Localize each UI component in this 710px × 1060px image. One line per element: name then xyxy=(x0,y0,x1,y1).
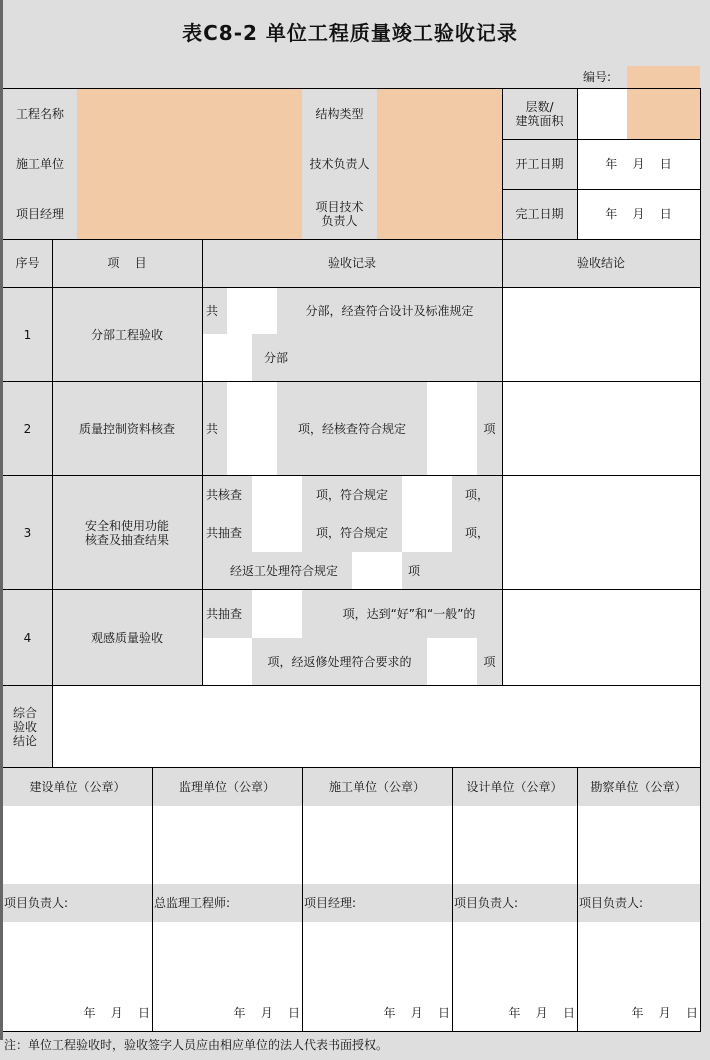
row2-count-field[interactable] xyxy=(227,382,277,476)
grid-line xyxy=(3,475,701,476)
summary-label: 综合 验收 结论 xyxy=(3,686,52,768)
tech-lead-field[interactable] xyxy=(377,139,502,189)
grid-line xyxy=(3,685,701,686)
sign-unit-design: 设计单位（公章） xyxy=(452,768,577,806)
person-label-supervision: 总监理工程师: xyxy=(152,884,302,922)
project-name-label: 工程名称 xyxy=(3,89,77,139)
row2-item: 质量控制资料核查 xyxy=(52,382,202,476)
grid-line xyxy=(502,189,700,190)
code-label: 编号: xyxy=(583,70,612,84)
row1-conclusion-field[interactable] xyxy=(502,287,700,382)
grid-line xyxy=(3,287,701,288)
sign-unit-survey: 勘察单位（公章） xyxy=(577,768,700,806)
row4-text-4: 项 xyxy=(477,638,502,686)
structure-type-label: 结构类型 xyxy=(302,89,377,139)
row4-text-1: 共抽查 xyxy=(202,590,252,638)
row4-text-2: 项，达到“好”和“一般”的 xyxy=(302,590,502,638)
seal-area-owner[interactable] xyxy=(3,806,152,884)
sign-date-survey[interactable]: 年 月 日 xyxy=(577,922,700,1032)
row1-sub-count-field[interactable] xyxy=(202,334,252,382)
row1-item: 分部工程验收 xyxy=(52,287,202,382)
sign-unit-contractor: 施工单位（公章） xyxy=(302,768,452,806)
grid-line xyxy=(3,239,701,240)
row3-conclusion-field[interactable] xyxy=(502,476,700,590)
row4-item: 观感质量验收 xyxy=(52,590,202,686)
project-manager-label: 项目经理 xyxy=(3,189,77,239)
row3-rework-field[interactable] xyxy=(352,552,402,590)
grid-line xyxy=(3,381,701,382)
structure-type-field[interactable] xyxy=(377,89,502,139)
row1-text-2: 分部，经查符合设计及标准规定 xyxy=(277,287,502,334)
project-tech-lead-label: 项目技术 负责人 xyxy=(302,189,377,239)
sign-date-supervision[interactable]: 年 月 日 xyxy=(152,922,302,1032)
col-conclusion-header: 验收结论 xyxy=(502,239,700,287)
row3-item: 安全和使用功能 核查及抽查结果 xyxy=(52,476,202,590)
grid-line xyxy=(700,88,701,1032)
area-field[interactable] xyxy=(627,89,700,139)
col-no-header: 序号 xyxy=(3,239,52,287)
person-label-owner: 项目负责人: xyxy=(3,884,152,922)
floors-field[interactable] xyxy=(577,89,627,139)
row2-conclusion-field[interactable] xyxy=(502,382,700,476)
row1-count-field[interactable] xyxy=(227,287,277,334)
seal-area-design[interactable] xyxy=(452,806,577,884)
row1-text-1: 共 xyxy=(202,287,227,334)
grid-line xyxy=(502,88,503,686)
col-record-header: 验收记录 xyxy=(202,239,502,287)
row1-no: 1 xyxy=(3,287,52,382)
project-manager-field[interactable] xyxy=(77,189,302,239)
row4-sample-field[interactable] xyxy=(252,590,302,638)
row3-text-7: 经返工处理符合规定 xyxy=(202,552,352,590)
row3-no: 3 xyxy=(3,476,52,590)
code-field[interactable] xyxy=(627,66,700,88)
seal-area-survey[interactable] xyxy=(577,806,700,884)
footnote: 注：单位工程验收时，验收签字人员应由相应单位的法人代表书面授权。 xyxy=(4,1038,389,1052)
tech-lead-label: 技术负责人 xyxy=(302,139,377,189)
grid-line xyxy=(577,767,578,1032)
grid-line xyxy=(3,88,701,89)
floors-area-label: 层数/ 建筑面积 xyxy=(502,89,577,139)
project-tech-lead-field[interactable] xyxy=(377,189,502,239)
row2-no: 2 xyxy=(3,382,52,476)
row4-text-3: 项，经返修处理符合要求的 xyxy=(252,638,427,686)
row3-text-2: 项，符合规定 xyxy=(302,476,402,514)
grid-line xyxy=(452,767,453,1032)
row1-text-3: 分部 xyxy=(252,334,502,382)
row2-text-2: 项，经核查符合规定 xyxy=(277,382,427,476)
start-date-field[interactable]: 年 月 日 xyxy=(577,139,700,189)
row4-no: 4 xyxy=(3,590,52,686)
row3-sample-pass-field[interactable] xyxy=(402,514,452,552)
sign-date-design[interactable]: 年 月 日 xyxy=(452,922,577,1032)
row2-text-3: 项 xyxy=(477,382,502,476)
row3-text-6: 项， xyxy=(452,514,502,552)
grid-line xyxy=(3,767,701,768)
row2-pass-field[interactable] xyxy=(427,382,477,476)
grid-line xyxy=(302,767,303,1032)
row3-check-field[interactable] xyxy=(252,476,302,514)
row3-check-pass-field[interactable] xyxy=(402,476,452,514)
person-label-contractor: 项目经理: xyxy=(302,884,452,922)
sign-date-owner[interactable]: 年 月 日 xyxy=(3,922,152,1032)
grid-line xyxy=(577,88,578,239)
grid-line xyxy=(502,139,700,140)
start-date-label: 开工日期 xyxy=(502,139,577,189)
row3-sample-field[interactable] xyxy=(252,514,302,552)
row3-text-8: 项 xyxy=(402,552,502,590)
summary-field[interactable] xyxy=(52,686,700,768)
row3-text-5: 项，符合规定 xyxy=(302,514,402,552)
project-name-field[interactable] xyxy=(77,89,302,139)
sign-unit-construction-owner: 建设单位（公章） xyxy=(3,768,152,806)
grid-line xyxy=(52,239,53,768)
person-label-design: 项目负责人: xyxy=(452,884,577,922)
grid-line xyxy=(3,589,701,590)
row4-conclusion-field[interactable] xyxy=(502,590,700,686)
row3-text-3: 项， xyxy=(452,476,502,514)
grid-line xyxy=(3,1031,701,1032)
sign-date-contractor[interactable]: 年 月 日 xyxy=(302,922,452,1032)
grid-line xyxy=(202,239,203,686)
construction-unit-label: 施工单位 xyxy=(3,139,77,189)
row4-good-field[interactable] xyxy=(202,638,252,686)
form-title: 表C8-2 单位工程质量竣工验收记录 xyxy=(182,21,518,45)
row3-text-1: 共核查 xyxy=(202,476,252,514)
finish-date-field[interactable]: 年 月 日 xyxy=(577,189,700,239)
seal-area-contractor[interactable] xyxy=(302,806,452,884)
row3-text-4: 共抽查 xyxy=(202,514,252,552)
seal-area-supervision[interactable] xyxy=(152,806,302,884)
row4-repair-field[interactable] xyxy=(427,638,477,686)
sign-unit-supervision: 监理单位（公章） xyxy=(152,768,302,806)
construction-unit-field[interactable] xyxy=(77,139,302,189)
row2-text-1: 共 xyxy=(202,382,227,476)
grid-line xyxy=(152,767,153,1032)
col-item-header: 项 目 xyxy=(52,239,202,287)
finish-date-label: 完工日期 xyxy=(502,189,577,239)
person-label-survey: 项目负责人: xyxy=(577,884,700,922)
